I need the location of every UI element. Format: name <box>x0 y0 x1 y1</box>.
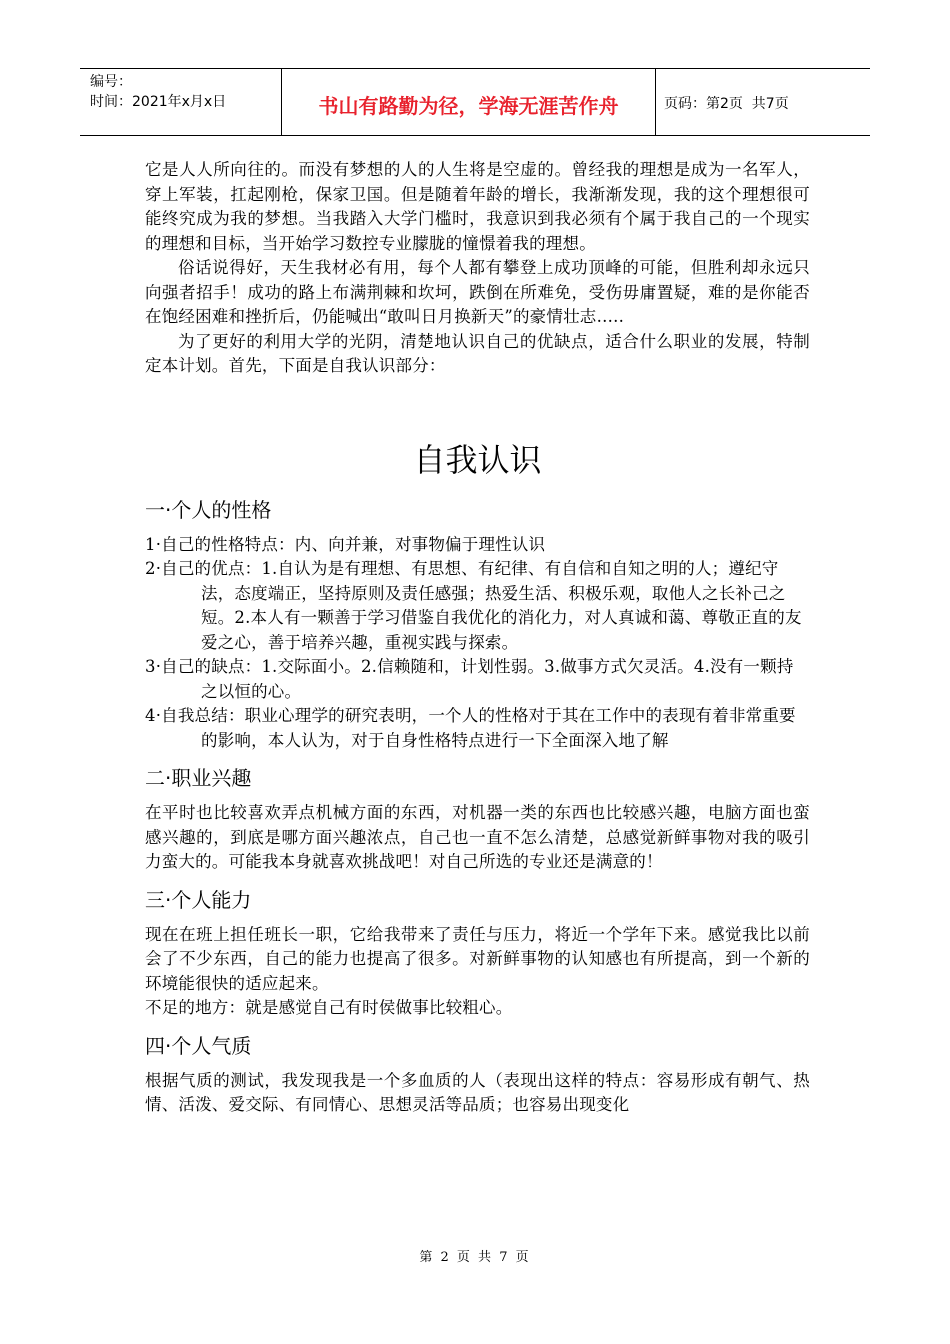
ability-paragraph: 现在在班上担任班长一职，它给我带来了责任与压力，将近一个学年下来。感觉我比以前会了不少东西，自己的能力也提高了很多。对新鲜事物的认知感也有所提高，到一个新的环境能很快的适应起来。 <box>145 924 810 993</box>
document-body <box>145 158 810 1118</box>
list-item: 1·自己的性格特点：内、向并兼，对事物偏于理性认识 <box>145 534 546 554</box>
header-page-info-text: 页码：第2页 共7页 <box>664 96 789 112</box>
page-title: 自我认识 <box>413 440 542 479</box>
list-item: 3·自己的缺点：1.交际面小。2.信赖随和，计划性弱。3.做事方式欠灵活。4.没有一颗持之以恒的心。 <box>145 657 794 701</box>
ability-shortcoming: 不足的地方：就是感觉自己有时侯做事比较粗心。 <box>145 998 513 1017</box>
page-header <box>80 68 870 136</box>
section-heading-temperament: 四·个人气质 <box>145 1033 252 1058</box>
temperament-paragraph: 根据气质的测试，我发现我是一个多血质的人（表现出这样的特点：容易形成有朝气、热情、活泼、爱交际、有同情心、思想灵活等品质；也容易出现变化 <box>145 1070 810 1114</box>
document-date: 时间：2021年x月x日 <box>90 94 227 110</box>
header-page-info <box>656 69 870 135</box>
intro-paragraph-2: 俗话说得好，天生我材必有用，每个人都有攀登上成功顶峰的可能，但胜利却永远只向强者招手！成功的路上布满荆棘和坎坷，跌倒在所难免，受伤毋庸置疑，难的是你能否在饱经困难和挫折后，仍能喊出“敢叫日月换新天”的豪情壮志….. <box>145 258 810 326</box>
list-item: 4·自我总结：职业心理学的研究表明，一个人的性格对于其在工作中的表现有着非常重要的影响，本人认为，对于自身性格特点进行一下全面深入地了解 <box>145 706 796 750</box>
header-meta <box>80 69 282 135</box>
section-heading-ability: 三·个人能力 <box>145 887 252 912</box>
interest-paragraph: 在平时也比较喜欢弄点机械方面的东西，对机器一类的东西也比较感兴趣，电脑方面也蛮感兴趣的，到底是哪方面兴趣浓点，自己也一直不怎么清楚，总感觉新鲜事物对我的吸引力蛮大的。可能我本身就喜欢挑战吧！对自己所选的专业还是满意的！ <box>145 803 810 871</box>
section-heading-interest: 二·职业兴趣 <box>145 766 252 790</box>
header-motto: 书山有路勤为径，学海无涯苦作舟 <box>282 69 656 135</box>
page-footer: 第 2 页 共 7 页 <box>419 1250 531 1265</box>
intro-paragraph-1: 它是人人所向往的。而没有梦想的人的人生将是空虚的。曾经我的理想是成为一名军人，穿上军装，扛起刚枪，保家卫国。但是随着年龄的增长，我渐渐发现，我的这个理想很可能终究成为我的梦想。当我踏入大学门槛时，我意识到我必须有个属于我自己的一个现实的理想和目标，当开始学习数控专业朦胧的憧憬着我的理想。 <box>145 160 810 253</box>
document-number-label: 编号： <box>90 74 132 90</box>
section-heading-personality: 一·个人的性格 <box>145 497 272 522</box>
intro-paragraph-3: 为了更好的利用大学的光阴，清楚地认识自己的优缺点，适合什么职业的发展，特制定本计划。首先，下面是自我认识部分： <box>145 331 810 375</box>
list-item: 2·自己的优点：1.自认为是有理想、有思想、有纪律、有自信和自知之明的人；遵纪守法，态度端正，坚持原则及责任感强；热爱生活、积极乐观，取他人之长补己之短。2.本人有一颗善于学习借鉴自我优化的消化力，对人真诚和蔼、尊敬正直的友爱之心，善于培养兴趣，重视实践与探索。 <box>145 559 802 652</box>
